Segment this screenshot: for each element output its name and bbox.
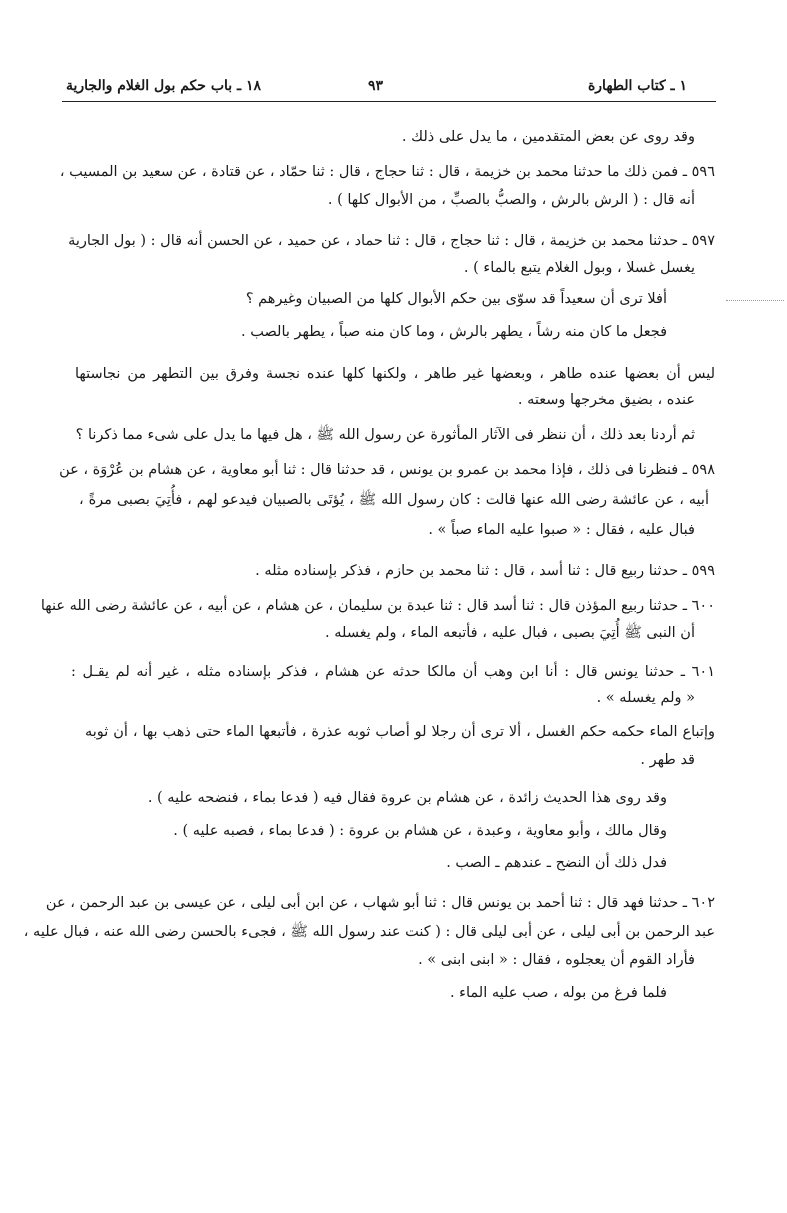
text-line: وقد روى عن بعض المتقدمين ، ما يدل على ذلك . bbox=[401, 129, 695, 145]
text-line: ٦٠٠ ـ حدثنا ربيع المؤذن قال : ثنا أسد قال : ثنا عبدة بن سليمان ، عن هشام ، عن أبيه ، عن عائشة رضى الله عنها bbox=[40, 598, 715, 614]
text-line: قد طهر . bbox=[640, 752, 695, 768]
text-line: فجعل ما كان منه رشاً ، يطهر بالرش ، وما كان منه صباً ، يطهر بالصب . bbox=[241, 324, 667, 340]
text-line: ٥٩٧ ـ حدثنا محمد بن خزيمة ، قال : ثنا حجاج ، قال : ثنا حماد ، عن حميد ، عن الحسن أنه قال : ( بول الجارية bbox=[68, 233, 715, 249]
text-line: فدل ذلك أن النضح ـ عندهم ـ الصب . bbox=[446, 855, 667, 871]
page-number: ٩٣ bbox=[368, 78, 384, 94]
text-line: ٥٩٦ ـ فمن ذلك ما حدثنا محمد بن خزيمة ، قال : ثنا حجاج ، قال : ثنا حمّاد ، عن قتادة ، عن سعيد بن المسيب ، bbox=[59, 164, 715, 180]
text-line: ليس أن بعضها عنده طاهر ، وبعضها غير طاهر ، ولكنها كلها عنده نجسة وفرق بين التطهر من نجاستها bbox=[75, 366, 715, 382]
text-line: عنده ، بضيق مخرجها وسعته . bbox=[517, 392, 695, 408]
text-line: وقال مالك ، وأبو معاوية ، وعبدة ، عن هشام بن عروة : ( فدعا بماء ، فصبه عليه ) . bbox=[173, 823, 667, 839]
margin-dotted-line bbox=[726, 300, 784, 301]
text-line: ثم أردنا بعد ذلك ، أن ننظر فى الآثار المأثورة عن رسول الله ﷺ ، هل فيها ما يدل على شىء مما ذكرنا ؟ bbox=[75, 427, 695, 443]
text-line: أن النبى ﷺ أُتِيَ بصبى ، فبال عليه ، فأتبعه الماء ، ولم يغسله . bbox=[325, 625, 695, 641]
text-line: فأراد القوم أن يعجلوه ، فقال : « ابنى ابنى » . bbox=[418, 952, 695, 968]
text-line: وإتباع الماء حكمه حكم الغسل ، ألا ترى أن رجلا لو أصاب ثوبه عذرة ، فأتبعها الماء حتى ذهب بها ، أن ثوبه bbox=[85, 724, 715, 740]
text-line: فلما فرغ من بوله ، صب عليه الماء . bbox=[449, 985, 667, 1001]
book-title-header: ١ ـ كتاب الطهارة bbox=[587, 78, 687, 94]
header-rule bbox=[62, 101, 716, 102]
text-line: أنه قال : ( الرش بالرش ، والصبُّ بالصبِّ ، من الأبوال كلها ) . bbox=[327, 192, 695, 208]
text-line: ٦٠٢ ـ حدثنا فهد قال : ثنا أحمد بن يونس قال : ثنا أبو شهاب ، عن ابن أبى ليلى ، عن عيسى بن عبد الرحمن ، عن bbox=[45, 895, 715, 911]
text-line: « ولم يغسله » . bbox=[596, 690, 695, 706]
text-line: ٦٠١ ـ حدثنا يونس قال : أنا ابن وهب أن مالكا حدثه عن هشام ، فذكر بإسناده مثله ، غير أنه لم يقـل : bbox=[71, 664, 715, 680]
text-line: أفلا ترى أن سعيداً قد سوّى بين حكم الأبوال كلها من الصبيان وغيرهم ؟ bbox=[245, 291, 667, 307]
text-line: فبال عليه ، فقال : « صبوا عليه الماء صباً » . bbox=[428, 522, 695, 538]
text-line: ٥٩٩ ـ حدثنا ربيع قال : ثنا أسد ، قال : ثنا محمد بن حازم ، فذكر بإسناده مثله . bbox=[255, 563, 715, 579]
text-line: عبد الرحمن بن أبى ليلى ، عن أبى ليلى قال : ( كنت عند رسول الله ﷺ ، فجىء بالحسن رضى الله عنه ، فبال عليه ، bbox=[23, 924, 715, 940]
text-line: وقد روى هذا الحديث زائدة ، عن هشام بن عروة فقال فيه ( فدعا بماء ، فنضحه عليه ) . bbox=[147, 790, 667, 806]
chapter-title-header: ١٨ ـ باب حكم بول الغلام والجارية bbox=[66, 78, 262, 94]
text-line: أبيه ، عن عائشة رضى الله عنها قالت : كان رسول الله ﷺ ، يُؤتَى بالصبيان فيدعو لهم ، فأُتِيَ بصبى مرةً ، bbox=[79, 492, 709, 508]
text-line: يغسل غسلا ، وبول الغلام يتبع بالماء ) . bbox=[463, 260, 695, 276]
text-line: ٥٩٨ ـ فنظرنا فى ذلك ، فإذا محمد بن عمرو بن يونس ، قد حدثنا قال : ثنا أبو معاوية ، عن هشام بن عُرْوَة ، عن bbox=[59, 462, 715, 478]
